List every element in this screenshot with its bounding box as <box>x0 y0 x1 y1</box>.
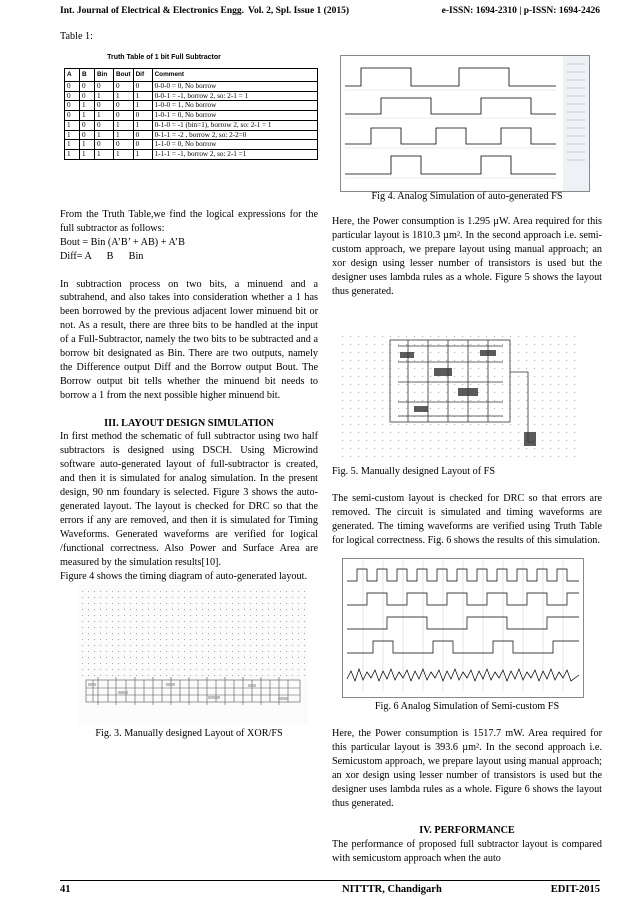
page-footer <box>60 880 600 897</box>
table-cell: 0 <box>133 111 152 121</box>
fig6-caption: Fig. 6 Analog Simulation of Semi-custom FS <box>374 701 560 712</box>
section-heading: III. LAYOUT DESIGN SIMULATION <box>104 417 274 429</box>
layout-image <box>338 332 578 462</box>
paragraph: The semi-custom layout is checked for DRC so that errors are removed. The circuit is simulated and timing waveforms are generated. The timing waveforms are verified using Truth Table for logical correctness. Fig. 6 shows the results of this simulation. <box>332 493 602 546</box>
left-body-1 <box>60 208 318 583</box>
paragraph: Here, the Power consumption is 1517.7 mW. Area required for this particular layout is 393.6 µm². In the second approach i.e. Semicustom approach, we prepare layout using manual approach; an xor design using lesser number of transistors is used but the designer uses lambda rules as a whole. Figure 6 shows the layout thus generated. <box>332 728 602 809</box>
running-header <box>60 6 600 20</box>
table-cell: 1 <box>114 120 134 130</box>
column-header: Bin <box>95 69 114 82</box>
table-cell: 0 <box>114 111 134 121</box>
page-number: 41 <box>60 884 71 895</box>
table-cell: 1 <box>133 149 152 159</box>
table-cell: 1 <box>80 140 95 150</box>
paragraph: Here, the Power consumption is 1.295 µW. Area required for this particular layout is 1810.3 µm². In the second approach i.e. semi-custom approach, we prepare layout using manual approach; an xor design using lesser number of transistors is used but the designer uses lambda rules as a whole. Figure 5 shows the layout thus generated. <box>332 216 602 297</box>
paragraph: Figure 4 shows the timing diagram of auto-generated layout. <box>60 570 307 582</box>
table-cell: 1 <box>80 111 95 121</box>
table-cell: 0 <box>114 82 134 92</box>
layout-image <box>78 585 308 725</box>
table-cell: 0 <box>80 120 95 130</box>
table-cell: 1 <box>95 130 114 140</box>
table-cell: 0 <box>80 82 95 92</box>
truth-table-figure <box>64 54 318 160</box>
table-cell: 0 <box>133 140 152 150</box>
table-row <box>65 130 318 140</box>
table1-label: Table 1: <box>60 31 93 42</box>
waveform-image <box>343 559 583 697</box>
table-row <box>65 91 318 101</box>
column-header: A <box>65 69 80 82</box>
fig3-caption: Fig. 3. Manually designed Layout of XOR/FS <box>95 728 283 739</box>
analog-sim-figure-6 <box>342 558 584 698</box>
column-header: Dif <box>133 69 152 82</box>
right-body-1 <box>332 215 602 298</box>
table-cell: 0 <box>65 82 80 92</box>
table-row <box>65 120 318 130</box>
table-cell: 1 <box>95 91 114 101</box>
paragraph: In subtraction process on two bits, a minuend and a subtrahend, and also takes into consideration whether a 1 has been borrowed by the previous adjacent lower minuend bit or not. As a result, there are three bits to be handled at the input of a Full-Subtractor, namely the two bits to be subtracted and a borrow bit designated as Bin. There are two outputs, namely the Difference output Diff and the Borrow output Bout. The Borrow output bit tells whether the minuend bit needs to borrow a 1 from the next possible higher minuend bit. <box>60 278 318 401</box>
table-cell: 1 <box>114 130 134 140</box>
table-cell: 0 <box>114 101 134 111</box>
table-row <box>65 82 318 92</box>
edition-label: EDIT-2015 <box>550 884 600 895</box>
table-cell: 1 <box>114 91 134 101</box>
table-cell: 0 <box>80 91 95 101</box>
waveform-image <box>341 56 589 191</box>
right-body-3 <box>332 727 602 866</box>
table-cell: 0-0-0 = 0, No borrow <box>152 82 317 92</box>
column-header: B <box>80 69 95 82</box>
table-row <box>65 149 318 159</box>
table-row <box>65 111 318 121</box>
paragraph: From the Truth Table,we find the logical expressions for the full subtractor as follows: <box>60 209 318 234</box>
analog-sim-figure-4 <box>340 55 590 192</box>
layout-figure-3 <box>78 585 308 725</box>
volume-info: Vol. 2, Spl. Issue 1 (2015) <box>248 6 350 16</box>
table-cell: 1 <box>133 101 152 111</box>
table-cell: 1 <box>65 130 80 140</box>
truth-table-title: Truth Table of 1 bit Full Subtractor <box>107 54 221 61</box>
table-cell: 0 <box>133 82 152 92</box>
table-cell: 1 <box>95 111 114 121</box>
fig4-caption: Fig 4. Analog Simulation of auto-generated FS <box>371 191 563 202</box>
paragraph: The performance of proposed full subtractor layout is compared with semicustom approach when the auto <box>332 839 602 865</box>
right-body-2 <box>332 492 602 548</box>
equation-bout: Bout = Bin (A’B’ + AB) + A’B <box>60 236 185 248</box>
institute-name: NITTTR, Chandigarh <box>342 884 442 895</box>
table-cell: 1 <box>80 149 95 159</box>
table-row <box>65 101 318 111</box>
table-cell: 0 <box>95 120 114 130</box>
table-cell: 0 <box>95 140 114 150</box>
table-cell: 0 <box>114 140 134 150</box>
column-header: Bout <box>114 69 134 82</box>
column-header: Comment <box>152 69 317 82</box>
layout-figure-5 <box>338 332 578 462</box>
section-heading: IV. PERFORMANCE <box>419 825 515 837</box>
table-cell: 1 <box>133 91 152 101</box>
issn-info: e-ISSN: 1694-2310 | p-ISSN: 1694-2426 <box>441 6 600 16</box>
truth-table <box>64 68 318 160</box>
table-cell: 0 <box>65 91 80 101</box>
table-cell: 0 <box>65 111 80 121</box>
table-cell: 1 <box>65 149 80 159</box>
table-cell: 0 <box>65 101 80 111</box>
table-cell: 0 <box>95 82 114 92</box>
table-cell: 1-1-0 = 0, No borrow <box>152 140 317 150</box>
table-cell: 1 <box>133 120 152 130</box>
table-cell: 1 <box>65 120 80 130</box>
table-cell: 0 <box>80 130 95 140</box>
table-cell: 1 <box>80 101 95 111</box>
table-row <box>65 140 318 150</box>
table-cell: 1-0-1 = 0, No borrow <box>152 111 317 121</box>
table-cell: 0 <box>133 130 152 140</box>
table-cell: 0-1-1 = -2 , borrow 2, so: 2-2=0 <box>152 130 317 140</box>
table-cell: 1-0-0 = 1, No borrow <box>152 101 317 111</box>
equation-diff: Diff= A B Bin <box>60 250 144 262</box>
table-cell: 1 <box>65 140 80 150</box>
table-cell: 1-1-1 = -1, borrow 2, so: 2-1 =1 <box>152 149 317 159</box>
table-cell: 1 <box>114 149 134 159</box>
table-cell: 1 <box>95 149 114 159</box>
journal-name: Int. Journal of Electrical & Electronics Engg. <box>60 6 245 16</box>
table-cell: 0 <box>95 101 114 111</box>
table-cell: 0-0-1 = -1, borrow 2, so: 2-1 = 1 <box>152 91 317 101</box>
table-header-row <box>65 69 318 82</box>
fig5-caption: Fig. 5. Manually designed Layout of FS <box>332 466 495 477</box>
table-cell: 0-1-0 = -1 (bin=1), borrow 2, so: 2-1 = 1 <box>152 120 317 130</box>
paragraph: In first method the schematic of full subtractor using two half subtractors is designed using DSCH. Using Microwind software auto-generated layout of full-subtractor is created, and then it is simulated for analog simulation. In the present design, 90 nm foundary is selected. Figure 3 shows the auto-generated layout. The layout is checked for DRC so that the errors if any are removed, and then it is simulated for Timing Waveforms. Generated waveforms are verified for logical /functional correctness. Also Power and Surface Area are measured by the simulation results[10]. <box>60 431 318 568</box>
